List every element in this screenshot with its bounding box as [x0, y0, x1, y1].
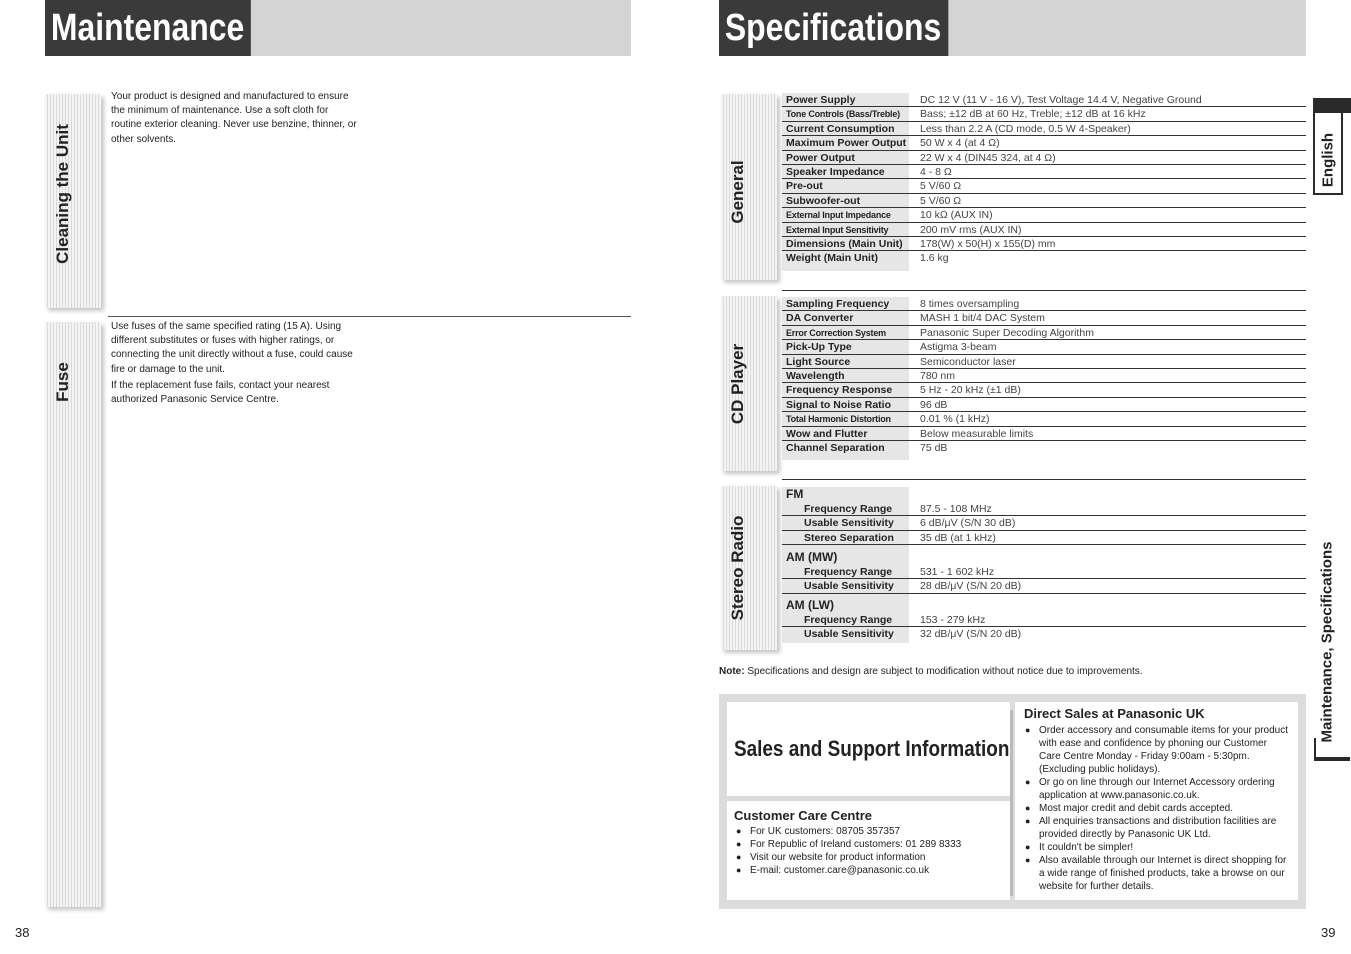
spec-key: Wavelength [782, 369, 909, 382]
spec-key: Weight (Main Unit) [782, 251, 909, 265]
maintenance-title: Maintenance [45, 0, 251, 56]
spec-row [782, 122, 1306, 136]
cd-section-label: CD Player [728, 343, 747, 425]
spec-value: 531 - 1 602 kHz [920, 566, 995, 578]
customer-care-item: ● For UK customers: 08705 357357 [736, 825, 1006, 838]
page-number-left: 38 [15, 925, 30, 940]
spec-key: Pick-Up Type [782, 340, 909, 353]
spec-key: Light Source [782, 355, 909, 368]
spec-key: Total Harmonic Distortion [782, 412, 909, 425]
spec-row [782, 516, 1306, 530]
side-title: Maintenance, Specifications [1318, 541, 1336, 743]
fuse-section-label: Fuse [53, 362, 72, 402]
fuse-text-contact: If the replacement fuse fails, contact your nearest authorized Panasonic Service Centre. [111, 380, 330, 406]
spec-row [782, 340, 1306, 354]
spec-key: DA Converter [782, 311, 909, 324]
spec-value: 6 dB/μV (S/N 30 dB) [920, 517, 1016, 530]
spec-value: DC 12 V (11 V - 16 V), Test Voltage 14.4 V, Negative Ground [920, 94, 1202, 106]
spec-key: Maximum Power Output [782, 136, 909, 149]
direct-sales-item: ● It couldn't be simpler! [1025, 841, 1291, 854]
am-lw-heading: AM (LW) [786, 598, 834, 612]
spec-key: Dimensions (Main Unit) [782, 237, 909, 250]
customer-care-item: ● E-mail: customer.care@panasonic.co.uk [736, 864, 1006, 877]
cleaning-text: Your product is designed and manufactured to ensure the minimum of maintenance. Use a soft cloth for routine exterior cleaning. Never use benzine, thinner, or other solvents. [111, 91, 357, 145]
spec-key: Subwoofer-out [782, 194, 909, 207]
spec-value: 5 Hz - 20 kHz (±1 dB) [920, 384, 1021, 397]
spec-key: Current Consumption [782, 122, 909, 135]
direct-sales-list [1025, 724, 1291, 893]
spec-value: 50 W x 4 (at 4 Ω) [920, 137, 1000, 150]
spec-value: Less than 2.2 A (CD mode, 0.5 W 4-Speaker) [920, 122, 1131, 135]
spec-row [782, 613, 1306, 627]
spec-value: 4 - 8 Ω [920, 166, 952, 178]
spec-key: Frequency Range [804, 614, 893, 626]
note [719, 666, 1143, 677]
general-section-label: General [728, 160, 747, 224]
side-title-rule [1314, 757, 1350, 761]
cleaning-section-label: Cleaning the Unit [53, 124, 72, 264]
spec-value: Below measurable limits [920, 427, 1034, 440]
spec-key: Speaker Impedance [782, 165, 909, 178]
direct-sales-item: ● Also available through our Internet is direct shopping for a wide range of finished products, take a browse on our website for further details. [1025, 854, 1291, 893]
spec-key: Frequency Range [804, 566, 893, 578]
general-end-line [782, 290, 1306, 291]
spec-key: Usable Sensitivity [804, 580, 894, 593]
spec-value: 5 V/60 Ω [920, 194, 962, 207]
spec-value: 35 dB (at 1 kHz) [920, 531, 996, 544]
customer-care-heading: Customer Care Centre [734, 808, 872, 823]
spec-key: Power Output [782, 151, 909, 164]
spec-key: Usable Sensitivity [804, 517, 894, 530]
direct-sales-item: ● All enquiries transactions and distribution facilities are provided directly by Panasonic UK Ltd. [1025, 815, 1291, 841]
radio-section-label: Stereo Radio [728, 515, 747, 621]
spec-value: Bass; ±12 dB at 60 Hz, Treble; ±12 dB at 16 kHz [920, 108, 1146, 121]
spec-value: Panasonic Super Decoding Algorithm [920, 326, 1094, 339]
spec-row [782, 165, 1306, 179]
direct-sales-divider [1010, 710, 1013, 896]
specifications-title: Specifications [719, 0, 948, 56]
note-label: Note: [719, 666, 745, 677]
spec-key: Sampling Frequency [782, 297, 909, 310]
direct-sales-item: ● Or go on line through our Internet Accessory ordering application at www.panasonic.co.uk. [1025, 776, 1291, 802]
spec-row [782, 369, 1306, 383]
spec-value: 87.5 - 108 MHz [920, 503, 992, 515]
spec-key: Usable Sensitivity [804, 628, 894, 641]
spec-key: Pre-out [782, 179, 909, 192]
fuse-text: Use fuses of the same specified rating (15 A). Using different substitutes or fuses with higher ratings, or connecting the unit directly without a fuse, could cause fire or damage to the unit. [111, 321, 353, 375]
spec-value: 10 kΩ (AUX IN) [920, 209, 993, 222]
spec-value: 5 V/60 Ω [920, 180, 962, 193]
spec-value: 32 dB/μV (S/N 20 dB) [920, 628, 1022, 641]
spec-value: 8 times oversampling [920, 298, 1020, 310]
spec-key: Channel Separation [782, 441, 909, 455]
spec-row [782, 179, 1306, 193]
spec-row [782, 355, 1306, 369]
spec-value: 75 dB [920, 442, 948, 454]
spec-key: Wow and Flutter [782, 427, 909, 440]
spec-value: MASH 1 bit/4 DAC System [920, 312, 1045, 325]
spec-row [782, 502, 1306, 516]
spec-key: Signal to Noise Ratio [782, 398, 909, 411]
spec-row [782, 223, 1306, 237]
spec-key: External Input Sensitivity [782, 223, 909, 236]
spec-row [782, 136, 1306, 150]
sales-title: Sales and Support Information [734, 736, 1010, 761]
spec-key: Tone Controls (Bass/Treble) [782, 107, 909, 120]
spec-value: 780 nm [920, 370, 956, 382]
spec-value: 28 dB/μV (S/N 20 dB) [920, 580, 1022, 593]
spec-value: 153 - 279 kHz [920, 614, 986, 626]
spec-value: Semiconductor laser [920, 355, 1016, 368]
spec-row [782, 579, 1306, 593]
fuse-section-tab [45, 322, 101, 907]
customer-care-item: ● For Republic of Ireland customers: 01 289 8333 [736, 838, 1006, 851]
spec-value: 96 dB [920, 398, 948, 411]
spec-key: Power Supply [782, 93, 909, 106]
spec-row [782, 412, 1306, 426]
spec-row [782, 531, 1306, 545]
note-text: Specifications and design are subject to modification without notice due to improvements. [744, 666, 1143, 677]
spec-key: Stereo Separation [804, 531, 894, 544]
spec-row [782, 151, 1306, 165]
direct-sales-heading: Direct Sales at Panasonic UK [1024, 706, 1205, 721]
maintenance-title-bar [45, 0, 631, 56]
customer-care-list [736, 825, 1006, 877]
spec-row [782, 297, 1306, 311]
spec-row [782, 383, 1306, 397]
direct-sales-item: ● Most major credit and debit cards accepted. [1025, 802, 1291, 815]
spec-key: Frequency Range [804, 503, 893, 515]
sales-support-box [719, 694, 1306, 909]
spec-value: 1.6 kg [920, 252, 949, 265]
fm-heading: FM [786, 487, 804, 501]
spec-value: 22 W x 4 (DIN45 324, at 4 Ω) [920, 151, 1056, 164]
spec-value: Astigma 3-beam [920, 341, 997, 354]
spec-value: 178(W) x 50(H) x 155(D) mm [920, 238, 1056, 250]
direct-sales-item: ● Order accessory and consumable items for your product with ease and confidence by phoning our Customer Care Centre Monday - Friday 9:00am - 5:30pm. (Excluding public holidays). [1025, 724, 1291, 776]
spec-row [782, 251, 1306, 265]
spec-row [782, 194, 1306, 208]
spec-row [782, 565, 1306, 579]
spec-value: 0.01 % (1 kHz) [920, 413, 990, 426]
spec-key: External Input Impedance [782, 208, 909, 221]
spec-value: 200 mV rms (AUX IN) [920, 223, 1022, 236]
spec-row [782, 208, 1306, 222]
customer-care-item: ● Visit our website for product information [736, 851, 1006, 864]
language-tab [1313, 98, 1351, 113]
spec-row [782, 427, 1306, 441]
spec-row [782, 326, 1306, 340]
page-number-right: 39 [1321, 925, 1336, 940]
cd-end-line [782, 479, 1306, 480]
language-tab-label: English [1319, 132, 1337, 188]
spec-row [782, 398, 1306, 412]
spec-row [782, 441, 1306, 455]
side-title-rule-v [1314, 738, 1316, 760]
spec-key: Error Correction System [782, 326, 909, 339]
spec-row [782, 627, 1306, 641]
section-divider [108, 316, 631, 317]
am-mw-heading: AM (MW) [786, 550, 838, 564]
spec-row [782, 93, 1306, 107]
spec-row [782, 311, 1306, 325]
spec-key: Frequency Response [782, 383, 909, 396]
spec-row [782, 107, 1306, 121]
spec-row [782, 237, 1306, 251]
specifications-title-bar [719, 0, 1306, 56]
